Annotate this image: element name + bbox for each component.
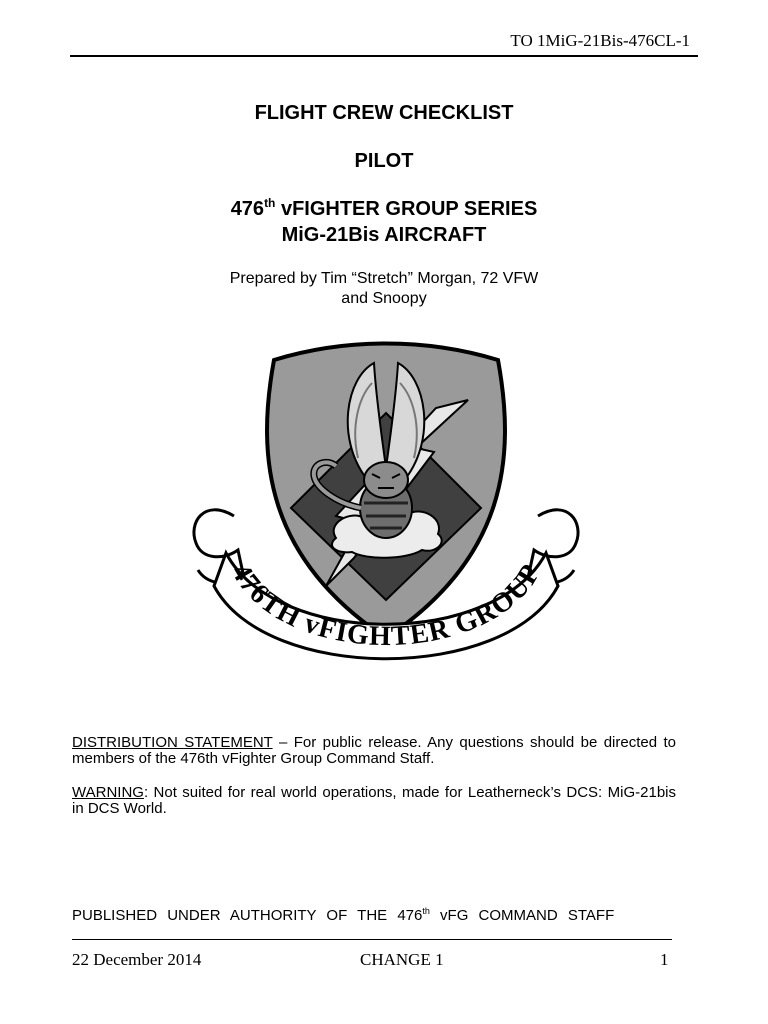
title-pilot: PILOT: [354, 150, 414, 172]
title-checklist: FLIGHT CREW CHECKLIST: [254, 102, 514, 124]
published-authority: PUBLISHED UNDER AUTHORITY OF THE 476th vFG COMMAND STAFF: [72, 906, 615, 924]
title-series: 476th vFIGHTER GROUP SERIES: [230, 196, 538, 220]
document-code: TO 1MiG-21Bis-476CL-1: [510, 31, 690, 50]
distribution-statement: DISTRIBUTION STATEMENT – For public release. Any questions should be directed to members of the 476th vFighter Group Command Staff.: [72, 734, 676, 767]
header-rule: [70, 55, 698, 57]
banner-text: 476TH vFIGHTER GROUP: [224, 558, 548, 653]
prepared-by-second: and Snoopy: [341, 290, 427, 307]
group-emblem: [186, 338, 586, 688]
page-number: 1: [660, 950, 669, 969]
footer-date: 22 December 2014: [72, 950, 202, 969]
footer-change: CHANGE 1: [360, 950, 444, 969]
footer-rule: [72, 939, 672, 940]
warning-statement: WARNING: Not suited for real world operations, made for Leatherneck’s DCS: MiG-21bis in DCS World.: [72, 784, 676, 817]
prepared-by: Prepared by Tim “Stretch” Morgan, 72 VFW: [229, 270, 539, 287]
title-aircraft: MiG-21Bis AIRCRAFT: [281, 224, 487, 246]
